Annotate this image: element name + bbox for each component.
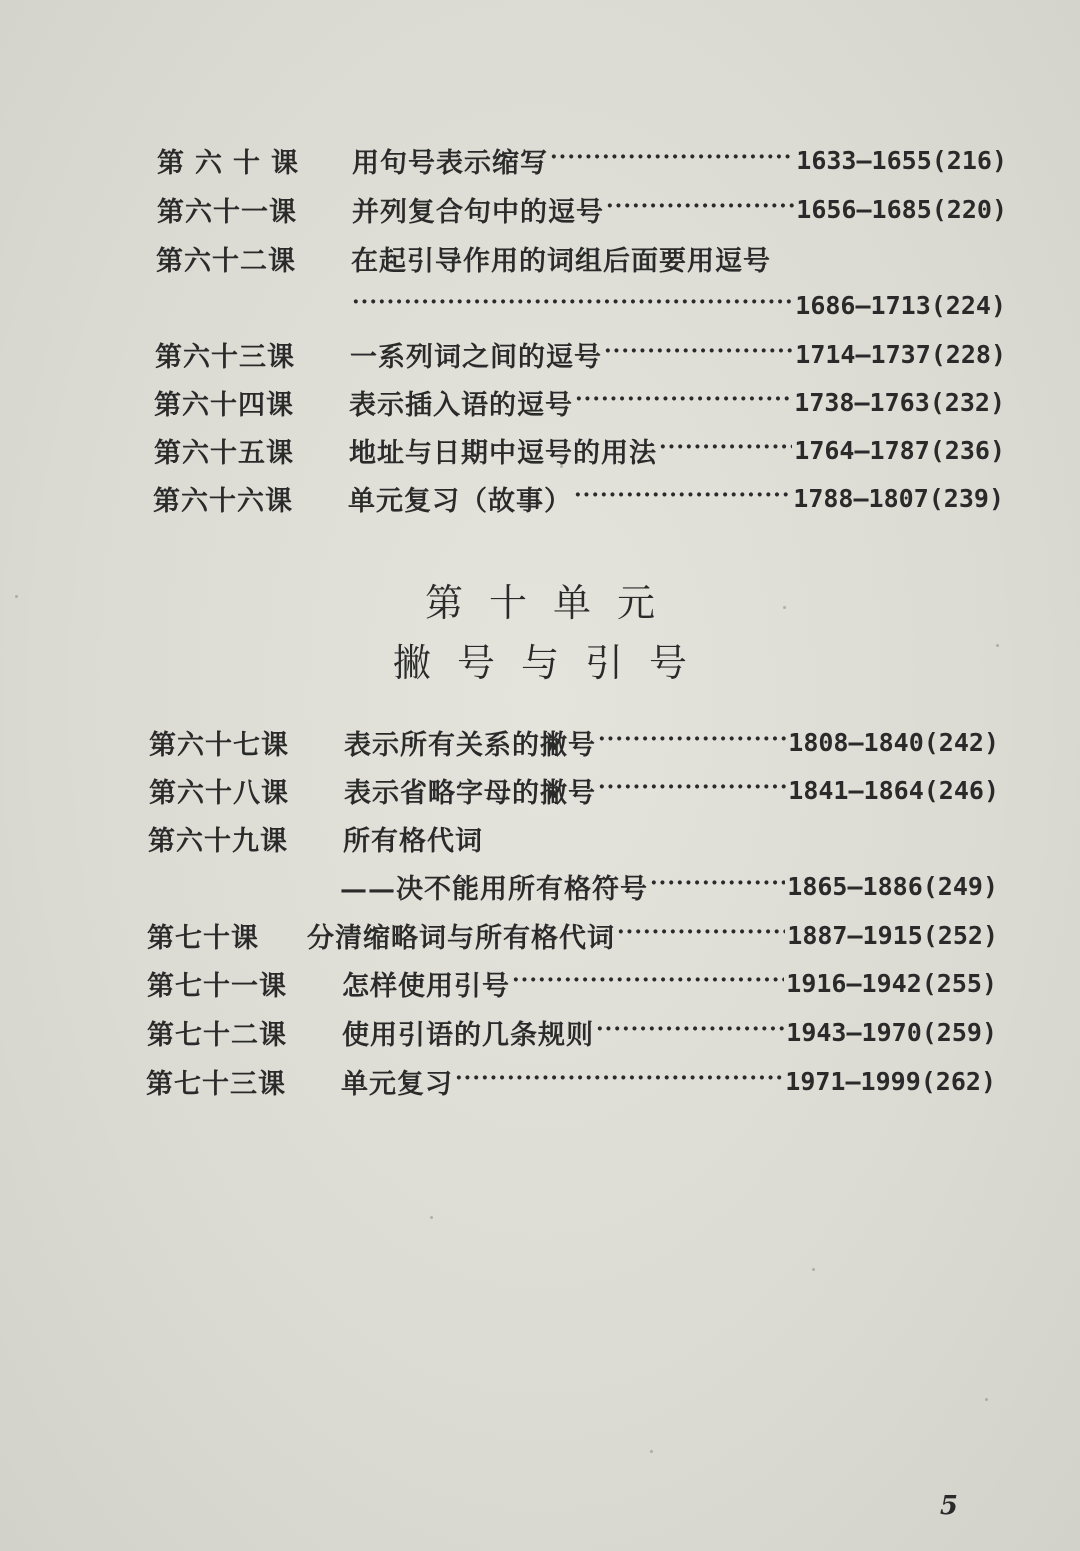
dot-leader	[598, 770, 786, 810]
dot-leader	[352, 285, 793, 325]
lesson-number: 第六十七课	[149, 729, 289, 761]
lesson-number: 第六十八课	[149, 777, 289, 809]
lesson-number: 第七十三课	[146, 1068, 286, 1100]
scan-speck	[430, 1216, 433, 1219]
unit-number-heading: 第十单元	[424, 581, 681, 625]
lesson-title: 单元复习（故事）	[348, 485, 572, 517]
page-range: 1865—1886(249)	[787, 871, 998, 901]
page-range: 1788—1807(239)	[793, 483, 1004, 513]
dot-leader	[650, 866, 785, 906]
dot-leader	[455, 1061, 783, 1101]
toc-entry	[149, 770, 999, 810]
toc-entry	[154, 382, 1005, 422]
unit-name-heading: 撇号与引号	[392, 641, 713, 685]
page-range: 1808—1840(242)	[788, 727, 999, 757]
page-range: 1943—1970(259)	[786, 1017, 997, 1047]
lesson-title: 表示插入语的逗号	[349, 389, 573, 421]
page-range: 1764—1787(236)	[794, 435, 1005, 465]
page-range: 1686—1713(224)	[795, 290, 1006, 320]
lesson-number: 第七十二课	[147, 1019, 287, 1051]
lesson-title: 表示所有关系的撇号	[344, 729, 596, 761]
page-range: 1656—1685(220)	[796, 194, 1007, 224]
lesson-number: 第七十课	[147, 922, 259, 954]
dot-leader	[659, 430, 792, 470]
page-range: 1633—1655(216)	[796, 145, 1007, 175]
lesson-title: 分清缩略词与所有格代词	[307, 922, 615, 954]
toc-entry	[146, 1061, 996, 1101]
lesson-title: 怎样使用引号	[342, 970, 510, 1002]
lesson-subtitle: ——决不能用所有格符号	[340, 873, 648, 905]
lesson-title: 表示省略字母的撇号	[344, 777, 596, 809]
scan-speck	[985, 1398, 988, 1401]
lesson-number: 第六十五课	[154, 437, 294, 469]
page-number: 5	[939, 1491, 958, 1521]
lesson-number: 第六十一课	[157, 196, 297, 228]
lesson-title: 在起引导作用的词组后面要用逗号	[351, 245, 771, 277]
lesson-title: 一系列词之间的逗号	[350, 341, 602, 373]
toc-entry	[147, 963, 997, 1003]
dot-leader	[575, 382, 792, 422]
toc-entry	[155, 334, 1006, 374]
page-range: 1971—1999(262)	[785, 1066, 996, 1096]
toc-entry	[153, 478, 1004, 518]
toc-entry	[154, 430, 1005, 470]
dot-leader	[617, 915, 785, 955]
lesson-title: 并列复合句中的逗号	[352, 196, 604, 228]
scan-speck	[650, 1450, 653, 1453]
lesson-number: 第六十九课	[148, 825, 288, 857]
lesson-number: 第六十三课	[155, 341, 295, 373]
dot-leader	[550, 140, 794, 180]
dot-leader	[606, 189, 794, 229]
dot-leader	[512, 963, 784, 1003]
toc-entry	[157, 189, 1007, 229]
toc-entry	[156, 238, 1006, 278]
page-range: 1841—1864(246)	[788, 775, 999, 805]
lesson-number: 第六十课	[157, 147, 309, 179]
lesson-number: 第六十二课	[156, 245, 296, 277]
lesson-title: 使用引语的几条规则	[342, 1019, 594, 1051]
dot-leader	[596, 1012, 784, 1052]
toc-entry-continuation	[340, 866, 998, 906]
toc-entry-continuation	[350, 285, 1006, 325]
lesson-title: 所有格代词	[343, 825, 483, 857]
toc-entry	[157, 140, 1007, 180]
page-range: 1887—1915(252)	[787, 920, 998, 950]
scan-speck	[812, 1268, 815, 1271]
dot-leader	[604, 334, 793, 374]
lesson-title: 单元复习	[341, 1068, 453, 1100]
dot-leader	[598, 722, 786, 762]
toc-entry	[148, 818, 998, 858]
page-range: 1916—1942(255)	[786, 968, 997, 998]
toc-entry	[149, 722, 999, 762]
lesson-number: 第六十六课	[153, 485, 293, 517]
lesson-title: 地址与日期中逗号的用法	[349, 437, 657, 469]
toc-entry	[147, 1012, 997, 1052]
lesson-number: 第六十四课	[154, 389, 294, 421]
dot-leader	[574, 478, 791, 518]
lesson-title: 用句号表示缩写	[352, 147, 548, 179]
page-range: 1738—1763(232)	[794, 387, 1005, 417]
lesson-number: 第七十一课	[147, 970, 287, 1002]
toc-entry	[147, 915, 998, 955]
page-range: 1714—1737(228)	[795, 339, 1006, 369]
